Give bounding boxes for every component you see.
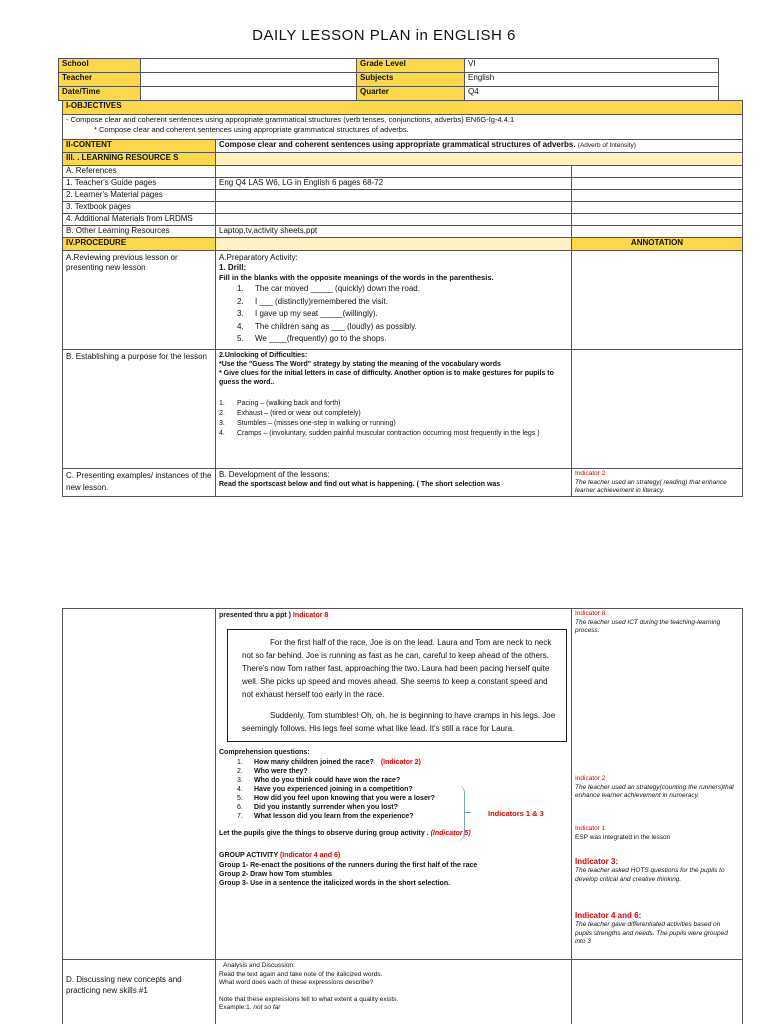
resource-extra-tg (572, 178, 743, 190)
question-item: 7. What lesson did you learn from the experience? (237, 813, 414, 820)
info-table (58, 58, 719, 101)
step-d-annotation (572, 960, 743, 1024)
lesson-plan-table-continued (62, 608, 743, 1024)
resource-label-other: B. Other Learning Resources (63, 226, 216, 238)
question-item: 3. Who do you think could have won the race? (237, 777, 401, 784)
step-c-line: Read the sportscast below and find out what is happening. ( The short selection was (219, 481, 501, 488)
content-value (216, 140, 743, 153)
datetime-value (141, 87, 357, 101)
comprehension-title: Comprehension questions: (219, 749, 310, 756)
resource-value-other: Laptop,tv,activity sheets,ppt (216, 226, 572, 238)
step-d-line-4: Note that these expressions tell to what extent a quality exists. (219, 995, 399, 1003)
resource-label-textbook: 3. Textbook pages (63, 202, 216, 214)
resource-value-lrdms (216, 214, 572, 226)
drill-item: 4. The children sang as ___ (loudly) as possibly. (237, 321, 417, 331)
resource-value-lm (216, 190, 572, 202)
vocab-item: 3. Stumbles – (misses one-step in walking or running) (219, 420, 396, 427)
step-a-label: A.Reviewing previous lesson or presenting new lesson (63, 251, 216, 350)
step-c-body (216, 469, 572, 497)
drill-item: 3. I gave up my seat _____(willingly). (237, 309, 378, 318)
objective-line-2: * Compose clear and coherent sentences using appropriate grammatical structures of adverbs. (94, 125, 409, 134)
observe-indicator: (Indicator 5) (430, 830, 471, 837)
resource-label-lm: 2. Learner's Material pages (63, 190, 216, 202)
objectives-body (63, 115, 743, 140)
grade-value: VI (465, 59, 719, 73)
step-a-title: A.Preparatory Activity: (219, 253, 298, 262)
group-2: Group 2- Draw how Tom stumbles (219, 871, 333, 878)
resource-label-lrdms: 4. Additional Materials from LRDMS (63, 214, 216, 226)
resources-header-fill (216, 153, 743, 166)
teacher-value (141, 73, 357, 87)
step-d-line-3: What word does each of these expressions describe? (219, 979, 374, 986)
drill-instruction: Fill in the blanks with the opposite meanings of the words in the parenthesis. (219, 273, 494, 282)
presented-indicator: Indicator 8 (292, 612, 329, 619)
group-activity-title: GROUP ACTIVITY (Indicator 4 and 6) (219, 852, 341, 859)
resource-extra-lrdms (572, 214, 743, 226)
indicators-1-and-3-label: Indicators 1 & 3 (488, 809, 544, 818)
resources-header: III. . LEARNING RESOURCE S (63, 153, 216, 166)
sportscast-box (227, 629, 567, 742)
resource-extra-other (572, 226, 743, 238)
quarter-value: Q4 (465, 87, 719, 101)
group-1: Group 1- Re-enact the positions of the runners during the first half of the race (219, 862, 478, 869)
quarter-label: Quarter (357, 87, 465, 101)
vocab-item: 1. Pacing – (walking back and forth) (219, 400, 341, 407)
continued-annotations (572, 609, 743, 960)
step-d-example: not so far (253, 1004, 281, 1011)
step-d-line-1: Analysis and Discussion: (223, 962, 295, 969)
subjects-value: English (465, 73, 719, 87)
vocab-list (219, 399, 568, 439)
resource-label-references: A. References (63, 166, 216, 178)
drill-item: 5. We ____(frequently) go to the shops. (237, 334, 387, 343)
resource-label-tg: 1. Teacher's Guide pages (63, 178, 216, 190)
step-b-line-1: *Use the "Guess The Word" strategy by stating the meaning of the vocabulary words (219, 361, 501, 368)
question-item: 1. How many children joined the race? (Indicator 2) (237, 759, 421, 766)
drill-item: 1. The car moved _____ (quickly) down the road. (237, 284, 420, 293)
step-c-annotation-tag: Indicator 2 (575, 470, 606, 477)
subjects-label: Subjects (357, 73, 465, 87)
step-b-body (216, 350, 572, 469)
step-d-line-2: Read the text again and take note of the italicized words. (219, 970, 383, 978)
annotation-2-text: The teacher used an strategy(counting the runners)that enhance learner achievement in numeracy. (575, 783, 734, 799)
group-3: Group 3- Use in a sentence the italicized words in the short selection. (219, 880, 451, 887)
step-c-annotation-text: The teacher used an strategy( reading) that enhance learner achievement in literacy. (575, 478, 727, 494)
presented-line: presented thru a ppt ) Indicator 8 (219, 612, 329, 619)
indicator-brace (455, 785, 465, 841)
step-b-annotation (572, 350, 743, 469)
resource-value-tg: Eng Q4 LAS W6, LG in English 6 pages 68-72 (216, 178, 572, 190)
vocab-item: 4. Cramps – (involuntary, sudden painful muscular contraction occurring most frequently in the legs ) (219, 430, 540, 437)
step-d-label: D. Discussing new concepts and practicing new skills #1 (63, 960, 216, 1024)
vocab-item: 2. Exhaust – (tired or wear out completely) (219, 410, 361, 417)
observe-line: Let the pupils give the things to observe during group activity . (Indicator 5) (219, 830, 471, 837)
annotation-4-text: The teacher asked HOTS questions for the pupils to develop critical and creative thinking. (575, 867, 725, 883)
step-c-title: B. Development of the lessons: (219, 470, 330, 479)
drill-list (219, 283, 568, 346)
document-title: DAILY LESSON PLAN in ENGLISH 6 (252, 27, 516, 44)
continued-body (216, 609, 572, 960)
teacher-label: Teacher (59, 73, 141, 87)
grade-label: Grade Level (357, 59, 465, 73)
annotation-5-text: The teacher gave differentiated activities based on pupils strengths and needs. The pupils were grouped into 3 (575, 921, 728, 945)
question-item: 2. Who were they? (237, 768, 308, 775)
step-a-body (216, 251, 572, 350)
group-activity-indicator: (Indicator 4 and 6) (279, 852, 341, 859)
indicator-brace-tick (465, 812, 471, 813)
annotation-1-text: The teacher used ICT during the teaching-learning process. (575, 618, 721, 634)
step-b-title: 2.Unlocking of Difficulties: (219, 352, 308, 359)
resource-extra-references (572, 166, 743, 178)
lesson-plan-table (62, 100, 743, 497)
content-header: II-CONTENT (63, 140, 216, 153)
resource-extra-textbook (572, 202, 743, 214)
page-two (0, 600, 768, 1024)
resource-value-textbook (216, 202, 572, 214)
annotation-2-tag: Indicator 2 (575, 775, 606, 782)
question-item: 6. Did you instantly surrender when you lost? (237, 804, 398, 811)
annotation-5-tag: Indicator 4 and 6: (575, 911, 642, 920)
step-d-body (216, 960, 572, 1024)
school-label: School (59, 59, 141, 73)
procedure-header-fill (216, 238, 572, 251)
annotation-3-text: ESP was integrated in the lesson (575, 833, 671, 841)
question-item: 4. Have you experienced joining in a competition? (237, 786, 413, 793)
annotation-4-tag: Indicator 3: (575, 857, 619, 866)
continued-label (63, 609, 216, 960)
content-text: Compose clear and coherent sentences using appropriate grammatical structures of adverbs. (219, 140, 576, 149)
step-c-annotation (572, 469, 743, 497)
sportscast-paragraph-1: For the first half of the race, Joe is on the lead. Laura and Tom are neck to neck not so far behind. Joe is running as fast as he can, careful to keep ahead of the others. There's now Tom rather fast, approaching the two. Laura had been pacing herself quite well. She picks up speed and moves ahead. She seems to keep a constant speed and not exhaust herself too early in the race. (242, 638, 552, 699)
content-subtext: (Adverb of Intensity) (577, 142, 636, 149)
annotation-header: ANNOTATION (572, 238, 743, 251)
step-c-label: C. Presenting examples/ instances of the new lesson. (63, 469, 216, 497)
resource-value-references (216, 166, 572, 178)
annotation-3-tag: Indicator 1 (575, 825, 606, 832)
question-item: 5. How did you feel upon knowing that you were a loser? (237, 795, 435, 802)
step-b-line-2: * Give clues for the initial letters in case of difficulty. Another option is to make gestures for pupils to guess the word.. (219, 370, 554, 386)
step-a-annotation (572, 251, 743, 350)
resource-extra-lm (572, 190, 743, 202)
datetime-label: Date/Time (59, 87, 141, 101)
school-value (141, 59, 357, 73)
drill-title: 1. Drill: (219, 263, 247, 272)
step-b-label: B. Establishing a purpose for the lesson (63, 350, 216, 469)
drill-item: 2. I ___ (distinctly)remembered the visit. (237, 296, 388, 306)
annotation-1-tag: Indicator 8 : (575, 610, 609, 617)
procedure-header: IV.PROCEDURE (63, 238, 216, 251)
objective-line-1: - Compose clear and coherent sentences using appropriate grammatical structures (verb tenses, conjunctions, adverbs) EN6G-Ig-4.4.1 (66, 115, 515, 124)
sportscast-paragraph-2: Suddenly, Tom stumbles! Oh, oh, he is beginning to have cramps in his legs. Joe seemingly follows. His legs feel some what like lead. It's still a race for Laura. (242, 711, 556, 733)
objectives-header: I-OBJECTIVES (63, 101, 743, 115)
step-d-line-5: Example:1. not so far (219, 1004, 281, 1011)
